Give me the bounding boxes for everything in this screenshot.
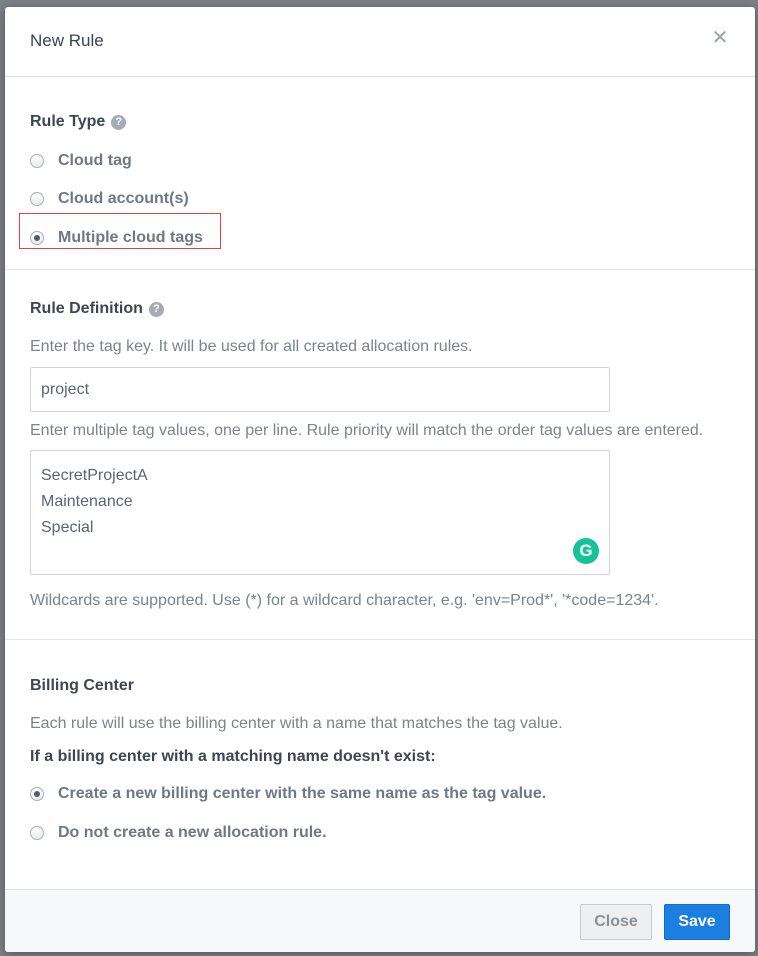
tag-values-help-text: Enter multiple tag values, one per line. Rule priority will match the order tag values are entered. bbox=[30, 422, 704, 439]
rule-definition-section bbox=[5, 270, 755, 640]
tag-value-line: SecretProjectA bbox=[41, 467, 148, 484]
radio-label: Do not create a new allocation rule. bbox=[58, 824, 327, 841]
tag-key-input[interactable]: project bbox=[30, 367, 610, 412]
radio-button[interactable] bbox=[30, 154, 44, 168]
radio-button-selected[interactable] bbox=[30, 787, 44, 801]
tag-key-help-text: Enter the tag key. It will be used for all created allocation rules. bbox=[30, 338, 473, 355]
radio-button-selected[interactable] bbox=[30, 231, 44, 245]
billing-center-heading: Billing Center bbox=[30, 677, 135, 694]
grammarly-icon[interactable]: G bbox=[573, 538, 599, 564]
radio-multiple-cloud-tags[interactable] bbox=[30, 227, 203, 249]
radio-button[interactable] bbox=[30, 826, 44, 840]
tag-value-line: Maintenance bbox=[41, 493, 133, 510]
close-button[interactable]: Close bbox=[580, 904, 652, 940]
radio-label: Multiple cloud tags bbox=[58, 229, 203, 246]
billing-center-section bbox=[5, 640, 755, 889]
billing-center-question: If a billing center with a matching name doesn't exist: bbox=[30, 748, 436, 765]
close-icon[interactable]: ✕ bbox=[711, 27, 729, 49]
radio-cloud-tag[interactable] bbox=[30, 150, 132, 172]
radio-do-not-create-rule[interactable] bbox=[30, 822, 327, 844]
radio-label: Cloud account(s) bbox=[58, 190, 189, 207]
radio-button[interactable] bbox=[30, 192, 44, 206]
tag-value-line: Special bbox=[41, 519, 94, 536]
dialog-header bbox=[5, 7, 755, 77]
radio-cloud-accounts[interactable] bbox=[30, 188, 189, 210]
billing-center-description: Each rule will use the billing center with a name that matches the tag value. bbox=[30, 715, 563, 732]
radio-create-billing-center[interactable] bbox=[30, 783, 546, 805]
rule-definition-heading: Rule Definition ? bbox=[30, 300, 164, 318]
help-icon[interactable]: ? bbox=[149, 302, 164, 317]
save-button[interactable]: Save bbox=[664, 904, 730, 940]
dialog-footer bbox=[5, 889, 755, 952]
help-icon[interactable]: ? bbox=[111, 115, 126, 130]
rule-type-heading: Rule Type ? bbox=[30, 113, 126, 131]
radio-label: Cloud tag bbox=[58, 152, 132, 169]
new-rule-dialog bbox=[5, 7, 755, 952]
dialog-title: New Rule bbox=[30, 31, 104, 50]
radio-label: Create a new billing center with the same name as the tag value. bbox=[58, 785, 547, 802]
rule-type-section bbox=[5, 77, 755, 270]
wildcard-note: Wildcards are supported. Use (*) for a wildcard character, e.g. 'env=Prod*', '*code=1234'. bbox=[30, 592, 659, 609]
tag-values-textarea[interactable] bbox=[30, 450, 610, 575]
